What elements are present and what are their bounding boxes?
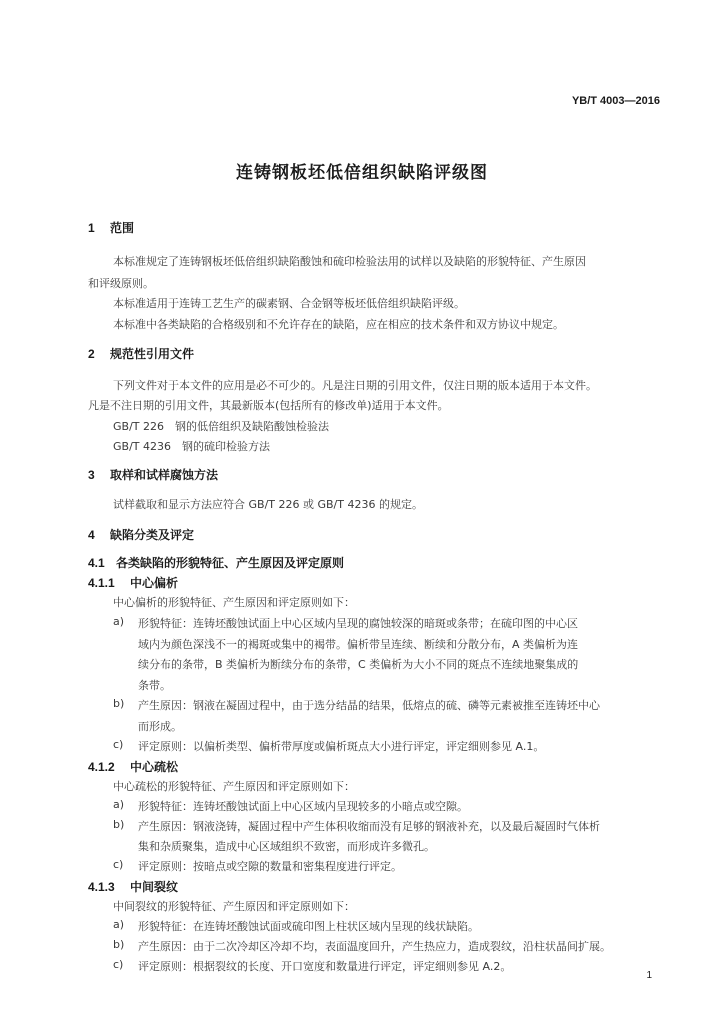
paragraph-line: 下列文件对于本文件的应用是必不可少的。凡是注日期的引用文件，仅注日期的版本适用于本文件。 xyxy=(113,379,597,392)
section-number: 4 xyxy=(88,528,95,542)
section-title: 缺陷分类及评定 xyxy=(110,528,195,542)
paragraph-line: 中心偏析的形貌特征、产生原因和评定原则如下： xyxy=(113,596,355,609)
section-number: 4.1 xyxy=(88,556,105,570)
standard-code: YB/T 4003—2016 xyxy=(571,95,660,107)
list-item-label: c) xyxy=(113,858,124,871)
list-item-label: b) xyxy=(113,697,125,710)
section-title: 范围 xyxy=(110,221,135,235)
section-title: 规范性引用文件 xyxy=(110,347,195,361)
section-3-heading xyxy=(88,466,218,483)
list-item-line: 产生原因：钢液浇铸，凝固过程中产生体积收缩而没有足够的钢液补充，以及最后凝固时气体析 xyxy=(138,820,600,833)
section-number: 2 xyxy=(88,347,95,361)
section-number: 4.1.1 xyxy=(88,576,115,590)
section-title: 中心偏析 xyxy=(130,576,179,590)
list-item-label: a) xyxy=(113,615,125,628)
paragraph-line: 本标准适用于连铸工艺生产的碳素钢、合金钢等板坯低倍组织缺陷评级。 xyxy=(113,297,465,310)
paragraph-line: 本标准中各类缺陷的合格级别和不允许存在的缺陷，应在相应的技术条件和双方协议中规定。 xyxy=(113,318,564,331)
list-item-label: b) xyxy=(113,818,125,831)
list-item-line: 评定原则：按暗点或空隙的数量和密集程度进行评定。 xyxy=(138,860,402,873)
list-item-line: 形貌特征：连铸坯酸蚀试面上中心区域内呈现较多的小暗点或空隙。 xyxy=(138,800,468,813)
section-1-heading xyxy=(88,219,134,236)
section-title: 中心疏松 xyxy=(130,760,179,774)
list-item-label: b) xyxy=(113,938,125,951)
list-item-line: 产生原因：由于二次冷却区冷却不均，表面温度回升，产生热应力，造成裂纹，沿柱状晶间扩展。 xyxy=(138,940,611,953)
list-item-line: 评定原则：以偏析类型、偏析带厚度或偏析斑点大小进行评定，评定细则参见 A.1。 xyxy=(138,740,545,753)
list-item-line: 续分布的条带，B 类偏析为断续分布的条带，C 类偏析为大小不同的斑点不连续地聚集成的 xyxy=(138,658,579,671)
list-item-line: 域内为颜色深浅不一的褐斑或集中的褐带。偏析带呈连续、断续和分散分布，A 类偏析为连 xyxy=(138,638,579,651)
section-4-1-heading xyxy=(88,554,344,571)
list-item-line: 条带。 xyxy=(138,679,171,692)
list-item-line: 而形成。 xyxy=(138,720,182,733)
section-title: 取样和试样腐蚀方法 xyxy=(110,468,219,482)
section-4-1-1-heading xyxy=(88,574,178,591)
section-4-1-3-heading xyxy=(88,878,178,895)
list-item-line: 产生原因：钢液在凝固过程中，由于选分结晶的结果，低熔点的硫、磷等元素被推至连铸坯中心 xyxy=(138,699,600,712)
section-2-heading xyxy=(88,345,194,362)
document-title: 连铸钢板坯低倍组织缺陷评级图 xyxy=(236,163,488,183)
section-number: 1 xyxy=(88,221,95,235)
list-item-line: 评定原则：根据裂纹的长度、开口宽度和数量进行评定，评定细则参见 A.2。 xyxy=(138,960,512,973)
list-item-line: 集和杂质聚集，造成中心区域组织不致密，而形成许多微孔。 xyxy=(138,840,435,853)
section-title: 中间裂纹 xyxy=(130,880,179,894)
section-4-heading xyxy=(88,526,194,543)
paragraph-line: 和评级原则。 xyxy=(88,277,154,290)
reference-entry: GB/T 226 钢的低倍组织及缺陷酸蚀检验法 xyxy=(113,420,329,433)
paragraph-line: 中心疏松的形貌特征、产生原因和评定原则如下： xyxy=(113,780,355,793)
paragraph-line: 试样截取和显示方法应符合 GB/T 226 或 GB/T 4236 的规定。 xyxy=(113,498,423,511)
list-item-label: a) xyxy=(113,798,125,811)
section-number: 4.1.3 xyxy=(88,880,115,894)
page-number: 1 xyxy=(646,970,652,981)
section-title: 各类缺陷的形貌特征、产生原因及评定原则 xyxy=(116,556,345,570)
section-4-1-2-heading xyxy=(88,758,178,775)
list-item-label: a) xyxy=(113,918,125,931)
list-item-line: 形貌特征：连铸坯酸蚀试面上中心区域内呈现的腐蚀较深的暗斑或条带；在硫印图的中心区 xyxy=(138,617,578,630)
section-number: 3 xyxy=(88,468,95,482)
list-item-label: c) xyxy=(113,958,124,971)
list-item-line: 形貌特征：在连铸坯酸蚀试面或硫印图上柱状区域内呈现的线状缺陷。 xyxy=(138,920,479,933)
list-item-label: c) xyxy=(113,738,124,751)
section-number: 4.1.2 xyxy=(88,760,115,774)
paragraph-line: 中间裂纹的形貌特征、产生原因和评定原则如下： xyxy=(113,900,355,913)
paragraph-line: 本标准规定了连铸钢板坯低倍组织缺陷酸蚀和硫印检验法用的试样以及缺陷的形貌特征、产生原因 xyxy=(113,255,586,268)
paragraph-line: 凡是不注日期的引用文件，其最新版本(包括所有的修改单)适用于本文件。 xyxy=(88,399,449,412)
reference-entry: GB/T 4236 钢的硫印检验方法 xyxy=(113,440,270,453)
